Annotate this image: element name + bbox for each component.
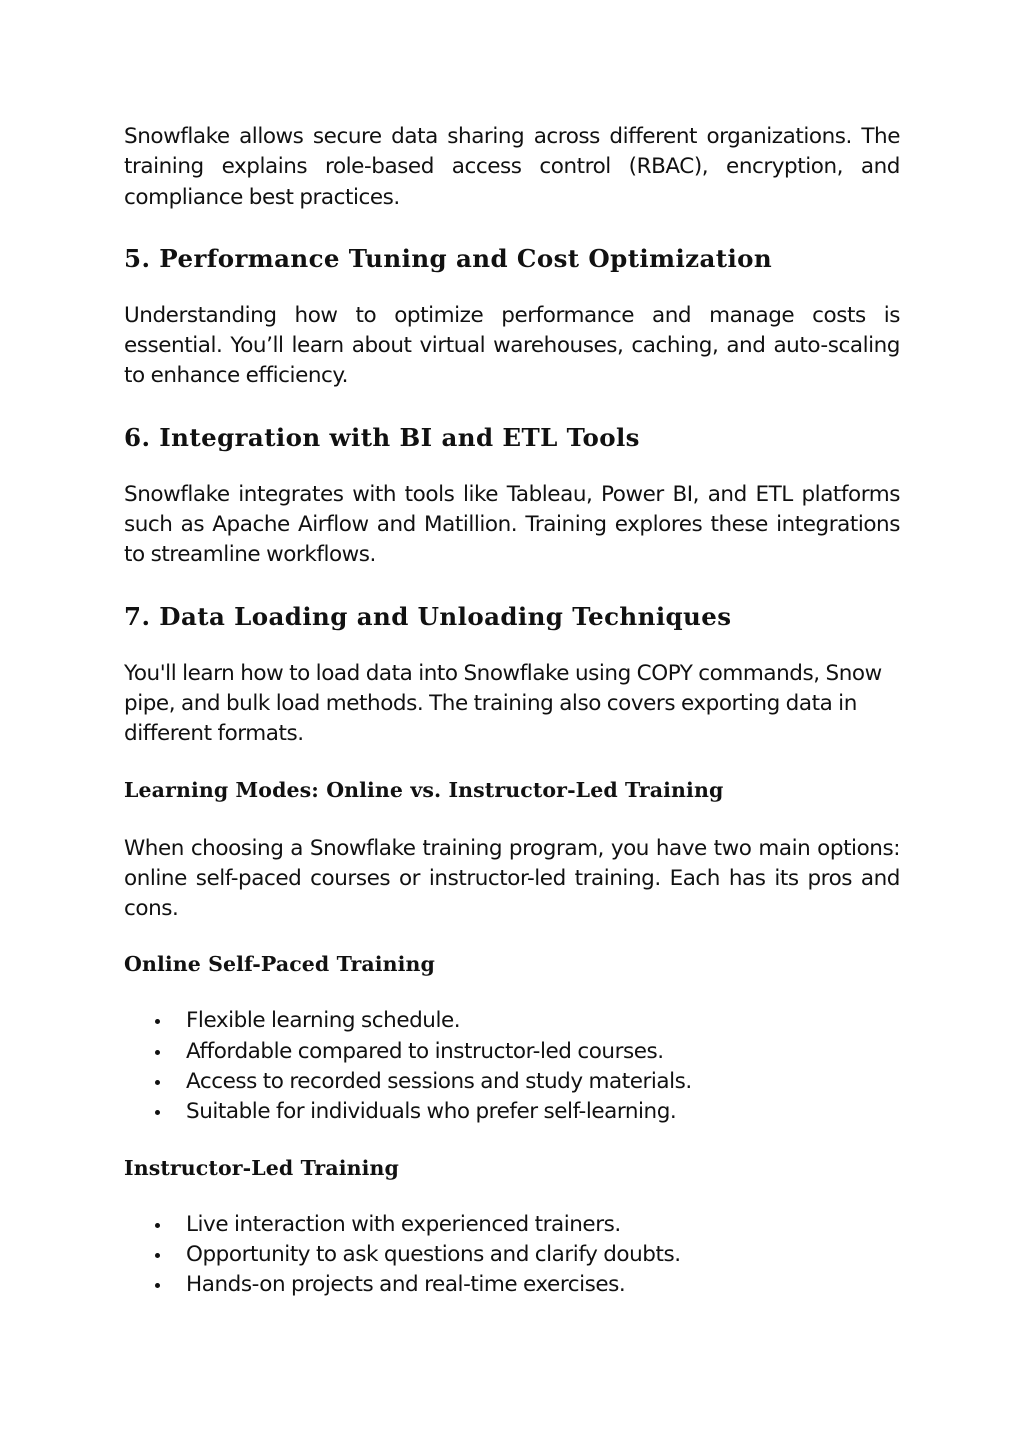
instructor-training-list xyxy=(124,1210,900,1301)
list-item: Affordable compared to instructor-led courses. xyxy=(155,1037,900,1067)
bullet-icon xyxy=(155,1050,160,1055)
list-item: Live interaction with experienced trainers. xyxy=(155,1210,900,1240)
list-item: Hands-on projects and real-time exercises. xyxy=(155,1270,900,1300)
bullet-icon xyxy=(155,1110,160,1115)
intro-paragraph: Snowflake allows secure data sharing across different organizations. The training explains role-based access control (RBAC), encryption, and compliance best practices. xyxy=(124,124,900,210)
learning-modes-paragraph: When choosing a Snowflake training program, you have two main options: online self-paced courses or instructor-led training. Each has its pros and cons. xyxy=(124,835,900,922)
online-training-list xyxy=(124,1006,900,1127)
bullet-icon xyxy=(155,1253,160,1258)
document-page xyxy=(124,122,900,1301)
bullet-icon xyxy=(155,1080,160,1085)
learning-modes-heading: Learning Modes: Online vs. Instructor-Led Training xyxy=(124,777,724,802)
bullet-icon xyxy=(155,1223,160,1228)
section-heading-data-loading: 7. Data Loading and Unloading Techniques xyxy=(124,601,732,631)
section-heading-performance: 5. Performance Tuning and Cost Optimization xyxy=(124,243,773,273)
list-item: Opportunity to ask questions and clarify doubts. xyxy=(155,1240,900,1270)
list-item: Access to recorded sessions and study materials. xyxy=(155,1067,900,1097)
list-item: Flexible learning schedule. xyxy=(155,1006,900,1036)
section-paragraph-data-loading: You'll learn how to load data into Snowflake using COPY commands, Snow pipe, and bulk load methods. The training also covers exporting data in different formats. xyxy=(124,660,882,747)
section-paragraph-performance: Understanding how to optimize performance and manage costs is essential. You’ll learn about virtual warehouses, caching, and auto-scaling to enhance efficiency. xyxy=(124,302,900,389)
list-item: Suitable for individuals who prefer self-learning. xyxy=(155,1097,900,1127)
instructor-training-heading: Instructor-Led Training xyxy=(124,1155,399,1180)
bullet-icon xyxy=(155,1019,160,1024)
bullet-icon xyxy=(155,1283,160,1288)
section-heading-integration: 6. Integration with BI and ETL Tools xyxy=(124,422,640,452)
section-paragraph-integration: Snowflake integrates with tools like Tableau, Power BI, and ETL platforms such as Apache Airflow and Matillion. Training explores these integrations to streamline workflows. xyxy=(124,481,900,568)
online-training-heading: Online Self-Paced Training xyxy=(124,952,435,977)
